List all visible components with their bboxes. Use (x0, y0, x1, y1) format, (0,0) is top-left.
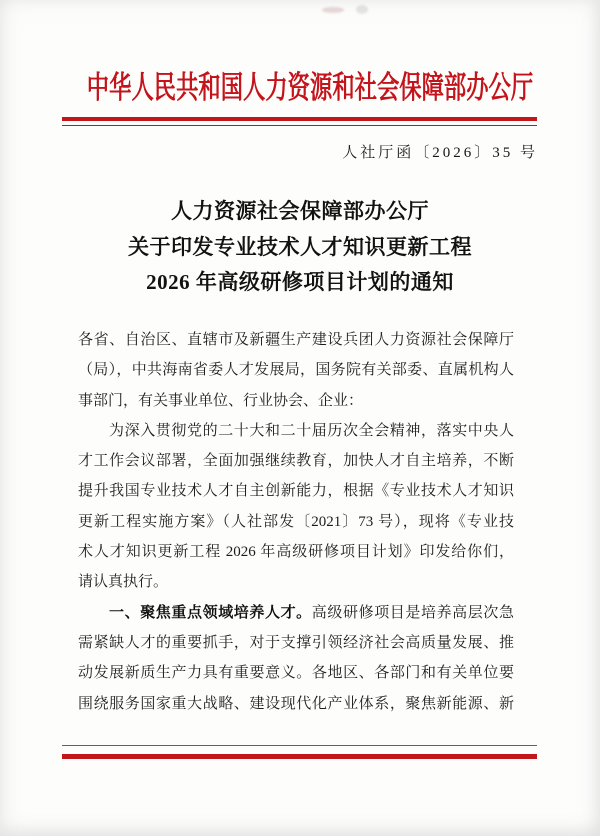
document-body (78, 325, 514, 719)
body-line: 才工作会议部署，全面加强继续教育，加快人才自主培养，不断 (78, 453, 514, 470)
notice-title-line: 人力资源社会保障部办公厅 (171, 199, 429, 223)
footer-rule (62, 745, 537, 759)
body-line: 各省、自治区、直辖市及新疆生产建设兵团人力资源社会保障厅 (78, 332, 514, 348)
notice-title (0, 194, 600, 301)
body-line: 请认真执行。 (78, 574, 169, 591)
notice-title-line: 关于印发专业技术人才知识更新工程 (128, 234, 472, 259)
body-line: 围绕服务国家重大战略、建设现代化产业体系，聚焦新能源、新 (78, 695, 514, 712)
notice-title-line: 2026 年高级研修项目计划的通知 (146, 270, 454, 294)
body-line: 更新工程实施方案》（人社部发〔2021〕73 号），现将《专业技 (78, 513, 514, 530)
body-line: 需紧缺人才的重要抓手，对于支撑引领经济社会高质量发展、推 (78, 634, 514, 651)
section-heading-bold: 一、聚焦重点领域培养人才。 (109, 603, 312, 621)
body-line: 事部门，有关事业单位、行业协会、企业： (78, 392, 364, 409)
scan-artifact (322, 7, 344, 13)
body-line: 动发展新质生产力具有重要意义。各地区、各部门和有关单位要 (78, 665, 514, 682)
letterhead (0, 66, 600, 110)
letterhead-rule (62, 117, 537, 126)
body-line: 为深入贯彻党的二十大和二十届历次全会精神，落实中央人 (109, 422, 514, 439)
body-line: 术人才知识更新工程 2026 年高级研修项目计划》印发给你们， (78, 544, 514, 561)
body-line: （局），中共海南省委人才发展局，国务院有关部委、直属机构人 (78, 362, 514, 379)
letterhead-issuer: 中华人民共和国人力资源和社会保障部办公厅 (86, 70, 534, 105)
scan-artifact (356, 5, 368, 14)
body-line: 提升我国专业技术人才自主创新能力，根据《专业技术人才知识 (78, 483, 514, 500)
body-line: 一、聚焦重点领域培养人才。高级研修项目是培养高层次急 (109, 603, 514, 621)
document-number: 人社厅函〔2026〕35 号 (342, 145, 538, 161)
